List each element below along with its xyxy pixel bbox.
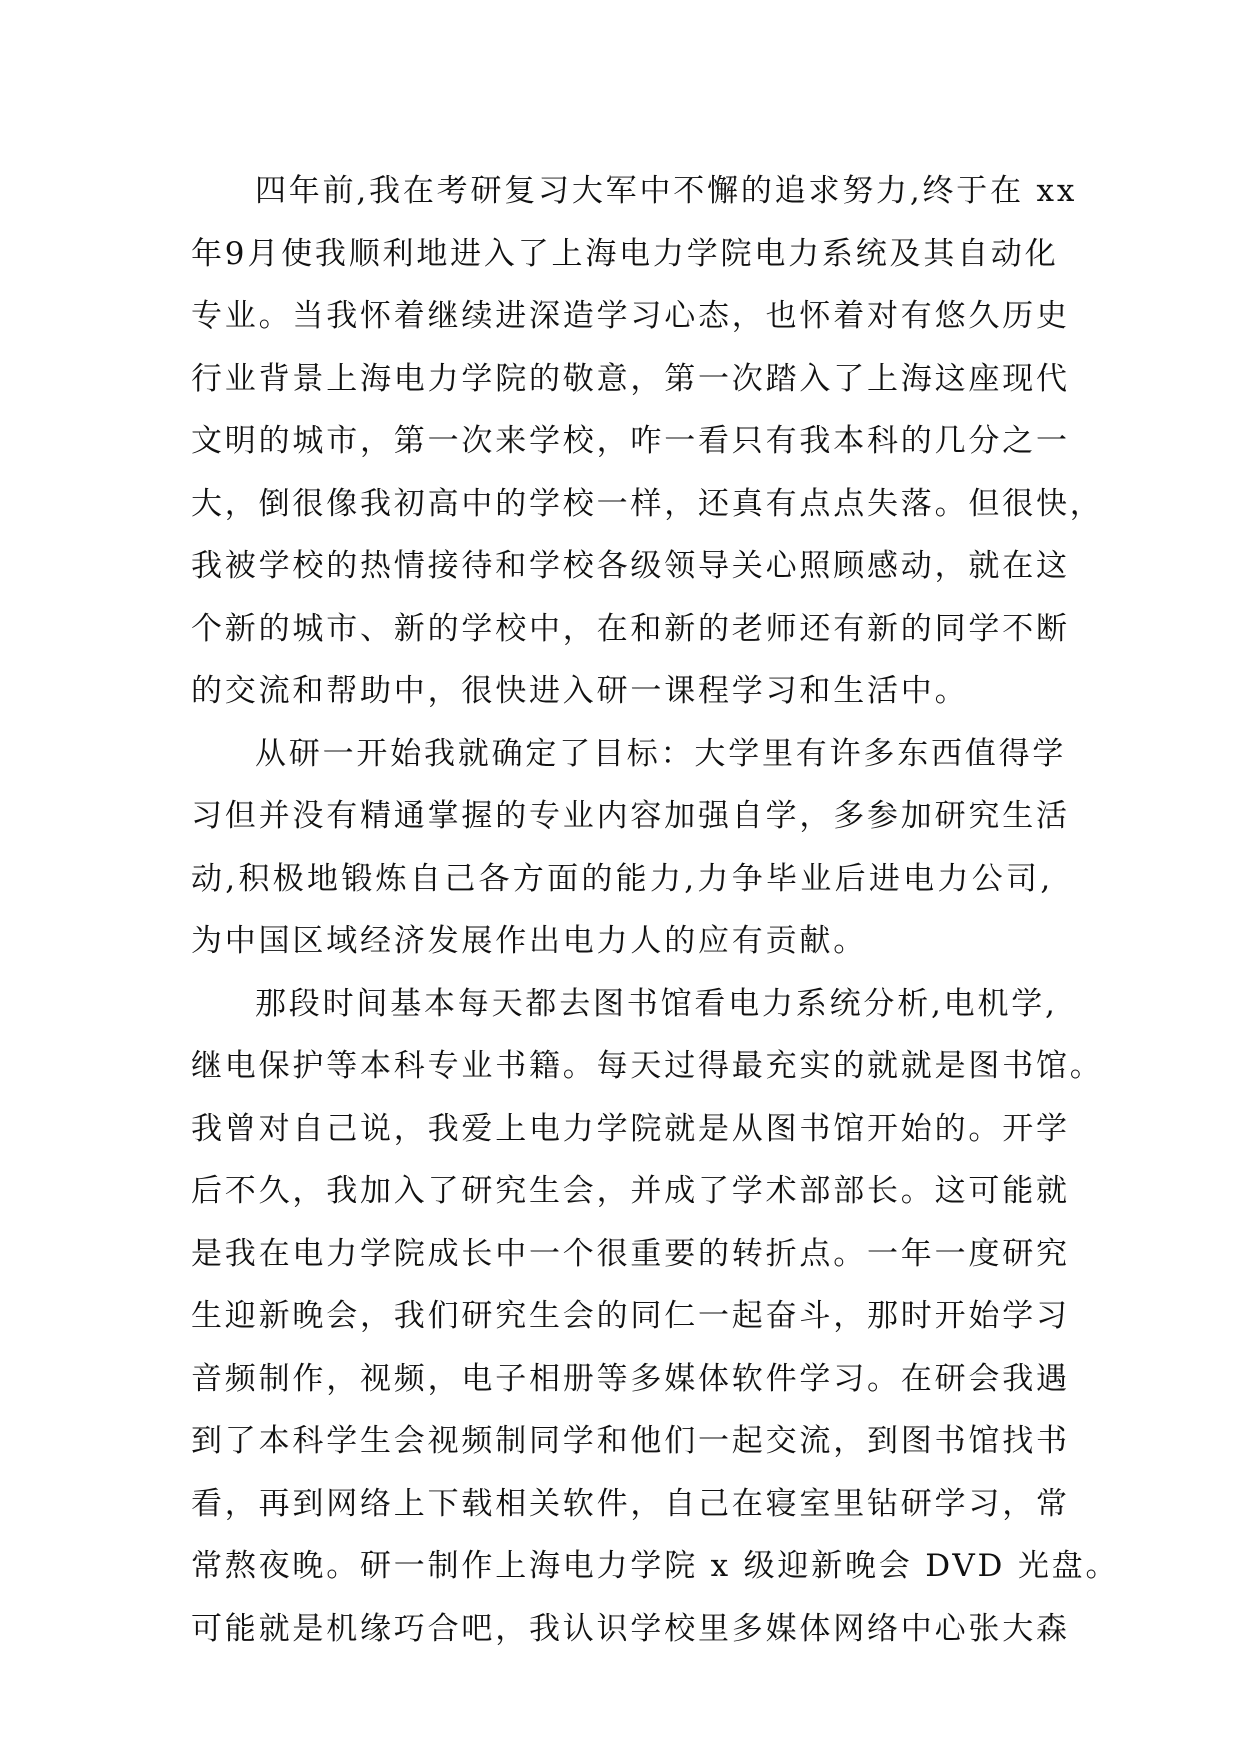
paragraph-1-line-9: 的交流和帮助中，很快进入研一课程学习和生活中。: [191, 673, 969, 709]
paragraph-2-line-1: 从研一开始我就确定了目标：大学里有许多东西值得学: [255, 735, 1067, 772]
paragraph-3-line-6: 生迎新晚会，我们研究生会的同仁一起奋斗，那时开始学习: [191, 1298, 1070, 1334]
paragraph-3-line-4: 后不久，我加入了研究生会，并成了学术部部长。这可能就: [191, 1173, 1070, 1209]
paragraph-2-line-2: 习但并没有精通掌握的专业内容加强自学，多参加研究生活: [191, 798, 1070, 834]
paragraph-3-line-11: 可能就是机缘巧合吧，我认识学校里多媒体网络中心张大森: [191, 1610, 1070, 1647]
paragraph-3-line-10: 常熬夜晚。研一制作上海电力学院 x 级迎新晚会 DVD 光盘。: [191, 1548, 1120, 1584]
paragraph-3-line-3: 我曾对自己说，我爱上电力学院就是从图书馆开始的。开学: [191, 1110, 1070, 1147]
paragraph-3-line-5: 是我在电力学院成长中一个很重要的转折点。一年一度研究: [191, 1235, 1070, 1272]
paragraph-3-line-2: 继电保护等本科专业书籍。每天过得最充实的就就是图书馆。: [191, 1048, 1104, 1084]
paragraph-1-line-6: 大，倒很像我初高中的学校一样，还真有点点失落。但很快，: [191, 485, 1104, 522]
paragraph-3-line-8: 到了本科学生会视频制同学和他们一起交流，到图书馆找书: [191, 1423, 1070, 1459]
paragraph-1-line-3: 专业。当我怀着继续进深造学习心态，也怀着对有悠久历史: [191, 298, 1070, 334]
paragraph-2-line-3: 动,积极地锻炼自己各方面的能力,力争毕业后进电力公司,: [191, 860, 1053, 897]
paragraph-1-line-1: 四年前,我在考研复习大军中不懈的追求努力,终于在 xx: [255, 173, 1078, 209]
paragraph-2-line-4: 为中国区域经济发展作出电力人的应有贡献。: [191, 923, 867, 959]
paragraph-1-line-2: 年9月使我顺利地进入了上海电力学院电力系统及其自动化: [191, 235, 1059, 272]
paragraph-1-line-7: 我被学校的热情接待和学校各级领导关心照顾感动，就在这: [191, 548, 1070, 584]
document-body: [191, 160, 1120, 1660]
paragraph-3-line-1: 那段时间基本每天都去图书馆看电力系统分析,电机学,: [255, 985, 1058, 1022]
paragraph-3-line-9: 看，再到网络上下载相关软件，自己在寝室里钻研学习，常: [191, 1485, 1070, 1522]
paragraph-3-line-7: 音频制作，视频，电子相册等多媒体软件学习。在研会我遇: [191, 1360, 1070, 1397]
paragraph-1-line-4: 行业背景上海电力学院的敬意，第一次踏入了上海这座现代: [191, 360, 1070, 397]
paragraph-1-line-5: 文明的城市，第一次来学校，咋一看只有我本科的几分之一: [191, 423, 1070, 459]
paragraph-1-line-8: 个新的城市、新的学校中，在和新的老师还有新的同学不断: [191, 610, 1070, 647]
